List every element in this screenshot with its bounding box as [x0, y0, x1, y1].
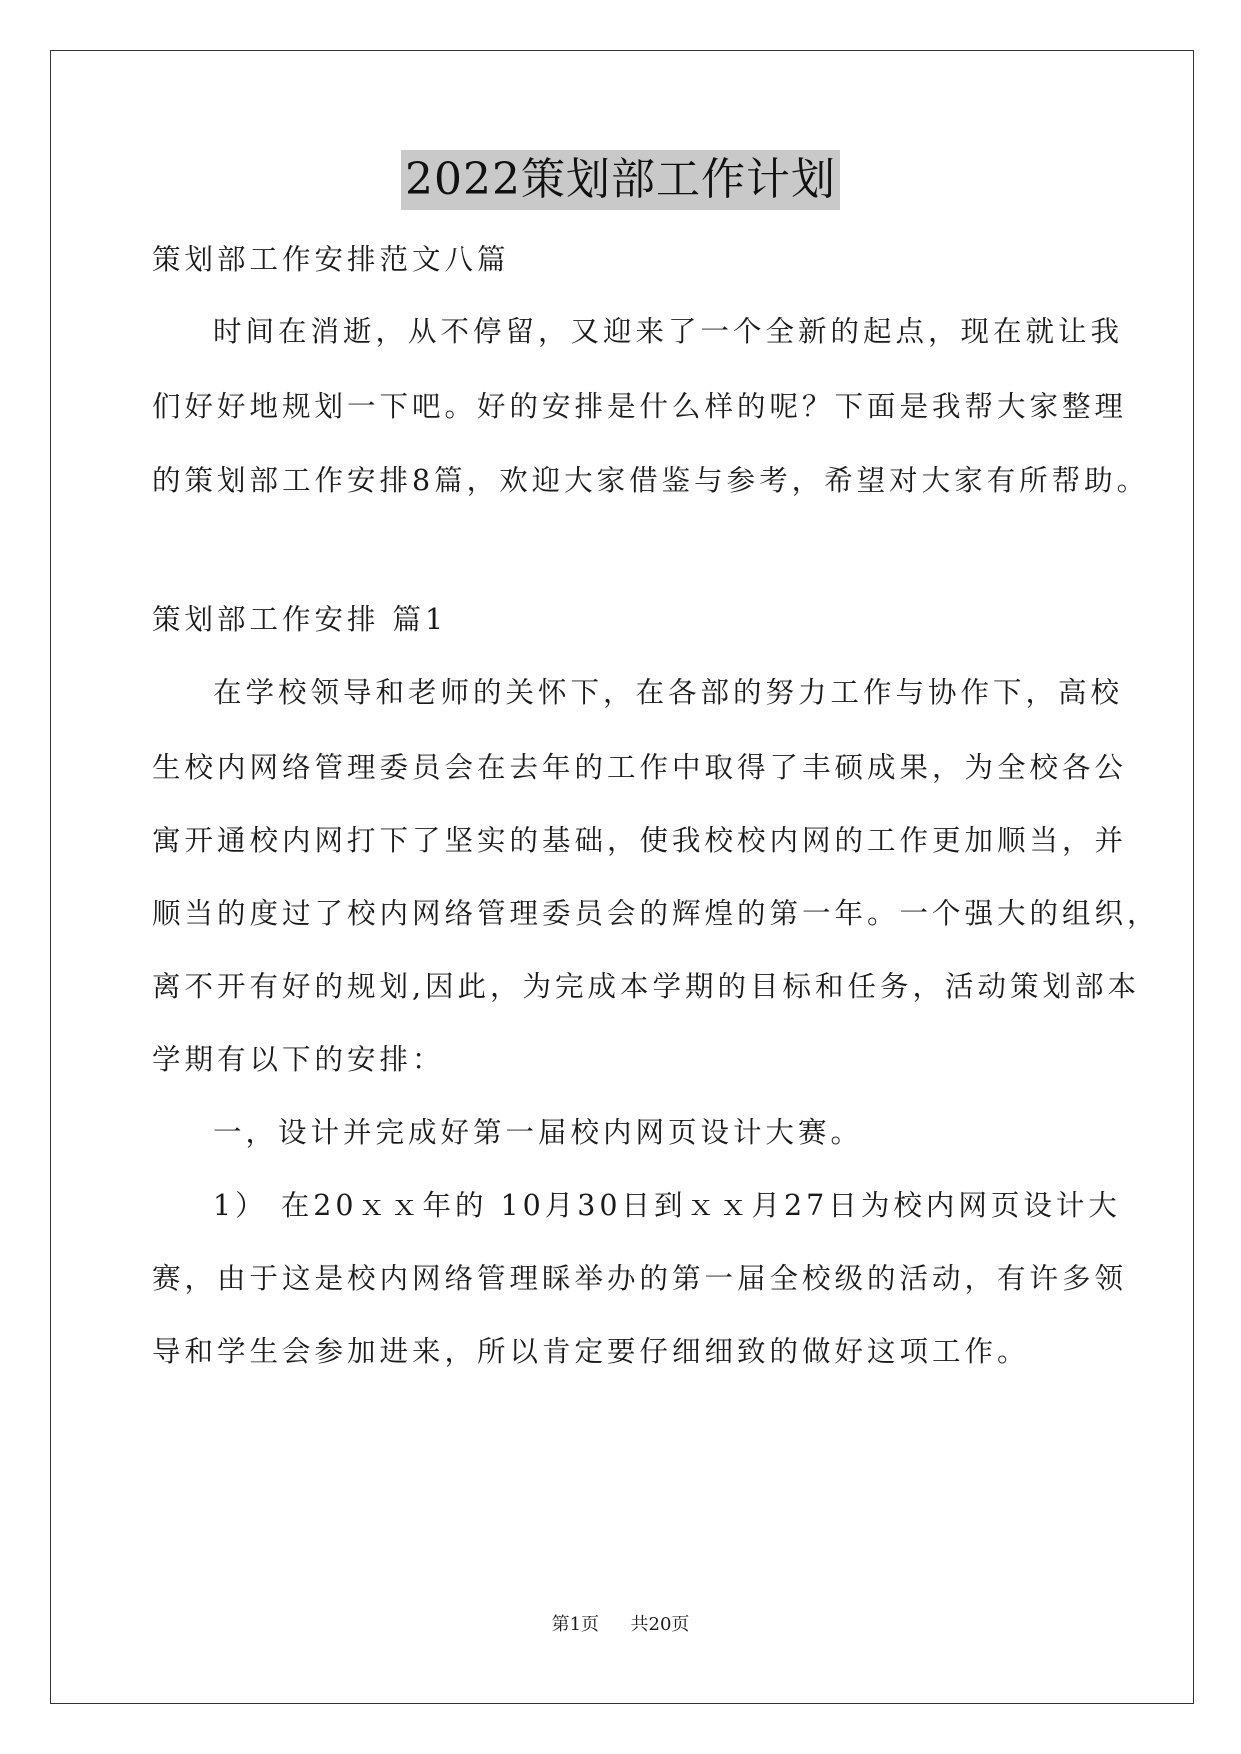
section-heading-part1: 策划部工作安排 篇1 — [152, 603, 448, 636]
paragraph-line: 寓开通校内网打下了坚实的基础，使我校校内网的工作更加顺当，并 — [152, 824, 1128, 857]
document-title: 2022策划部工作计划 — [401, 150, 840, 210]
title-container — [0, 150, 1241, 210]
paragraph-line: 导和学生会参加进来，所以肯定要仔细细致的做好这项工作。 — [152, 1335, 1030, 1368]
paragraph-line: 们好好地规划一下吧。好的安排是什么样的呢？下面是我帮大家整理 — [152, 390, 1128, 423]
paragraph-line: 离不开有好的规划,因此，为完成本学期的目标和任务，活动策划部本 — [152, 970, 1141, 1003]
paragraph-line: 学期有以下的安排： — [152, 1043, 445, 1076]
paragraph-line: 生校内网络管理委员会在去年的工作中取得了丰硕成果，为全校各公 — [152, 751, 1128, 784]
paragraph-line: 1） 在20ｘｘ年的 10月30日到ｘｘ月27日为校内网页设计大 — [213, 1189, 1121, 1222]
paragraph-line: 时间在消逝，从不停留，又迎来了一个全新的起点，现在就让我 — [213, 315, 1124, 348]
list-heading: 一，设计并完成好第一届校内网页设计大赛。 — [213, 1116, 864, 1149]
paragraph-line: 顺当的度过了校内网络管理委员会的辉煌的第一年。一个强大的组织， — [152, 897, 1160, 930]
paragraph-line: 在学校领导和老师的关怀下，在各部的努力工作与协作下，高校 — [213, 676, 1124, 709]
paragraph-line: 的策划部工作安排8篇，欢迎大家借鉴与参考，希望对大家有所帮助。 — [152, 464, 1150, 497]
page-number: 第1页 — [551, 1614, 600, 1635]
page-total: 共20页 — [630, 1614, 690, 1635]
page-border — [50, 50, 1194, 1704]
section-heading-intro: 策划部工作安排范文八篇 — [152, 243, 510, 276]
paragraph-line: 赛，由于这是校内网络管理睬举办的第一届全校级的活动，有许多领 — [152, 1262, 1128, 1295]
page-footer — [0, 1613, 1241, 1637]
